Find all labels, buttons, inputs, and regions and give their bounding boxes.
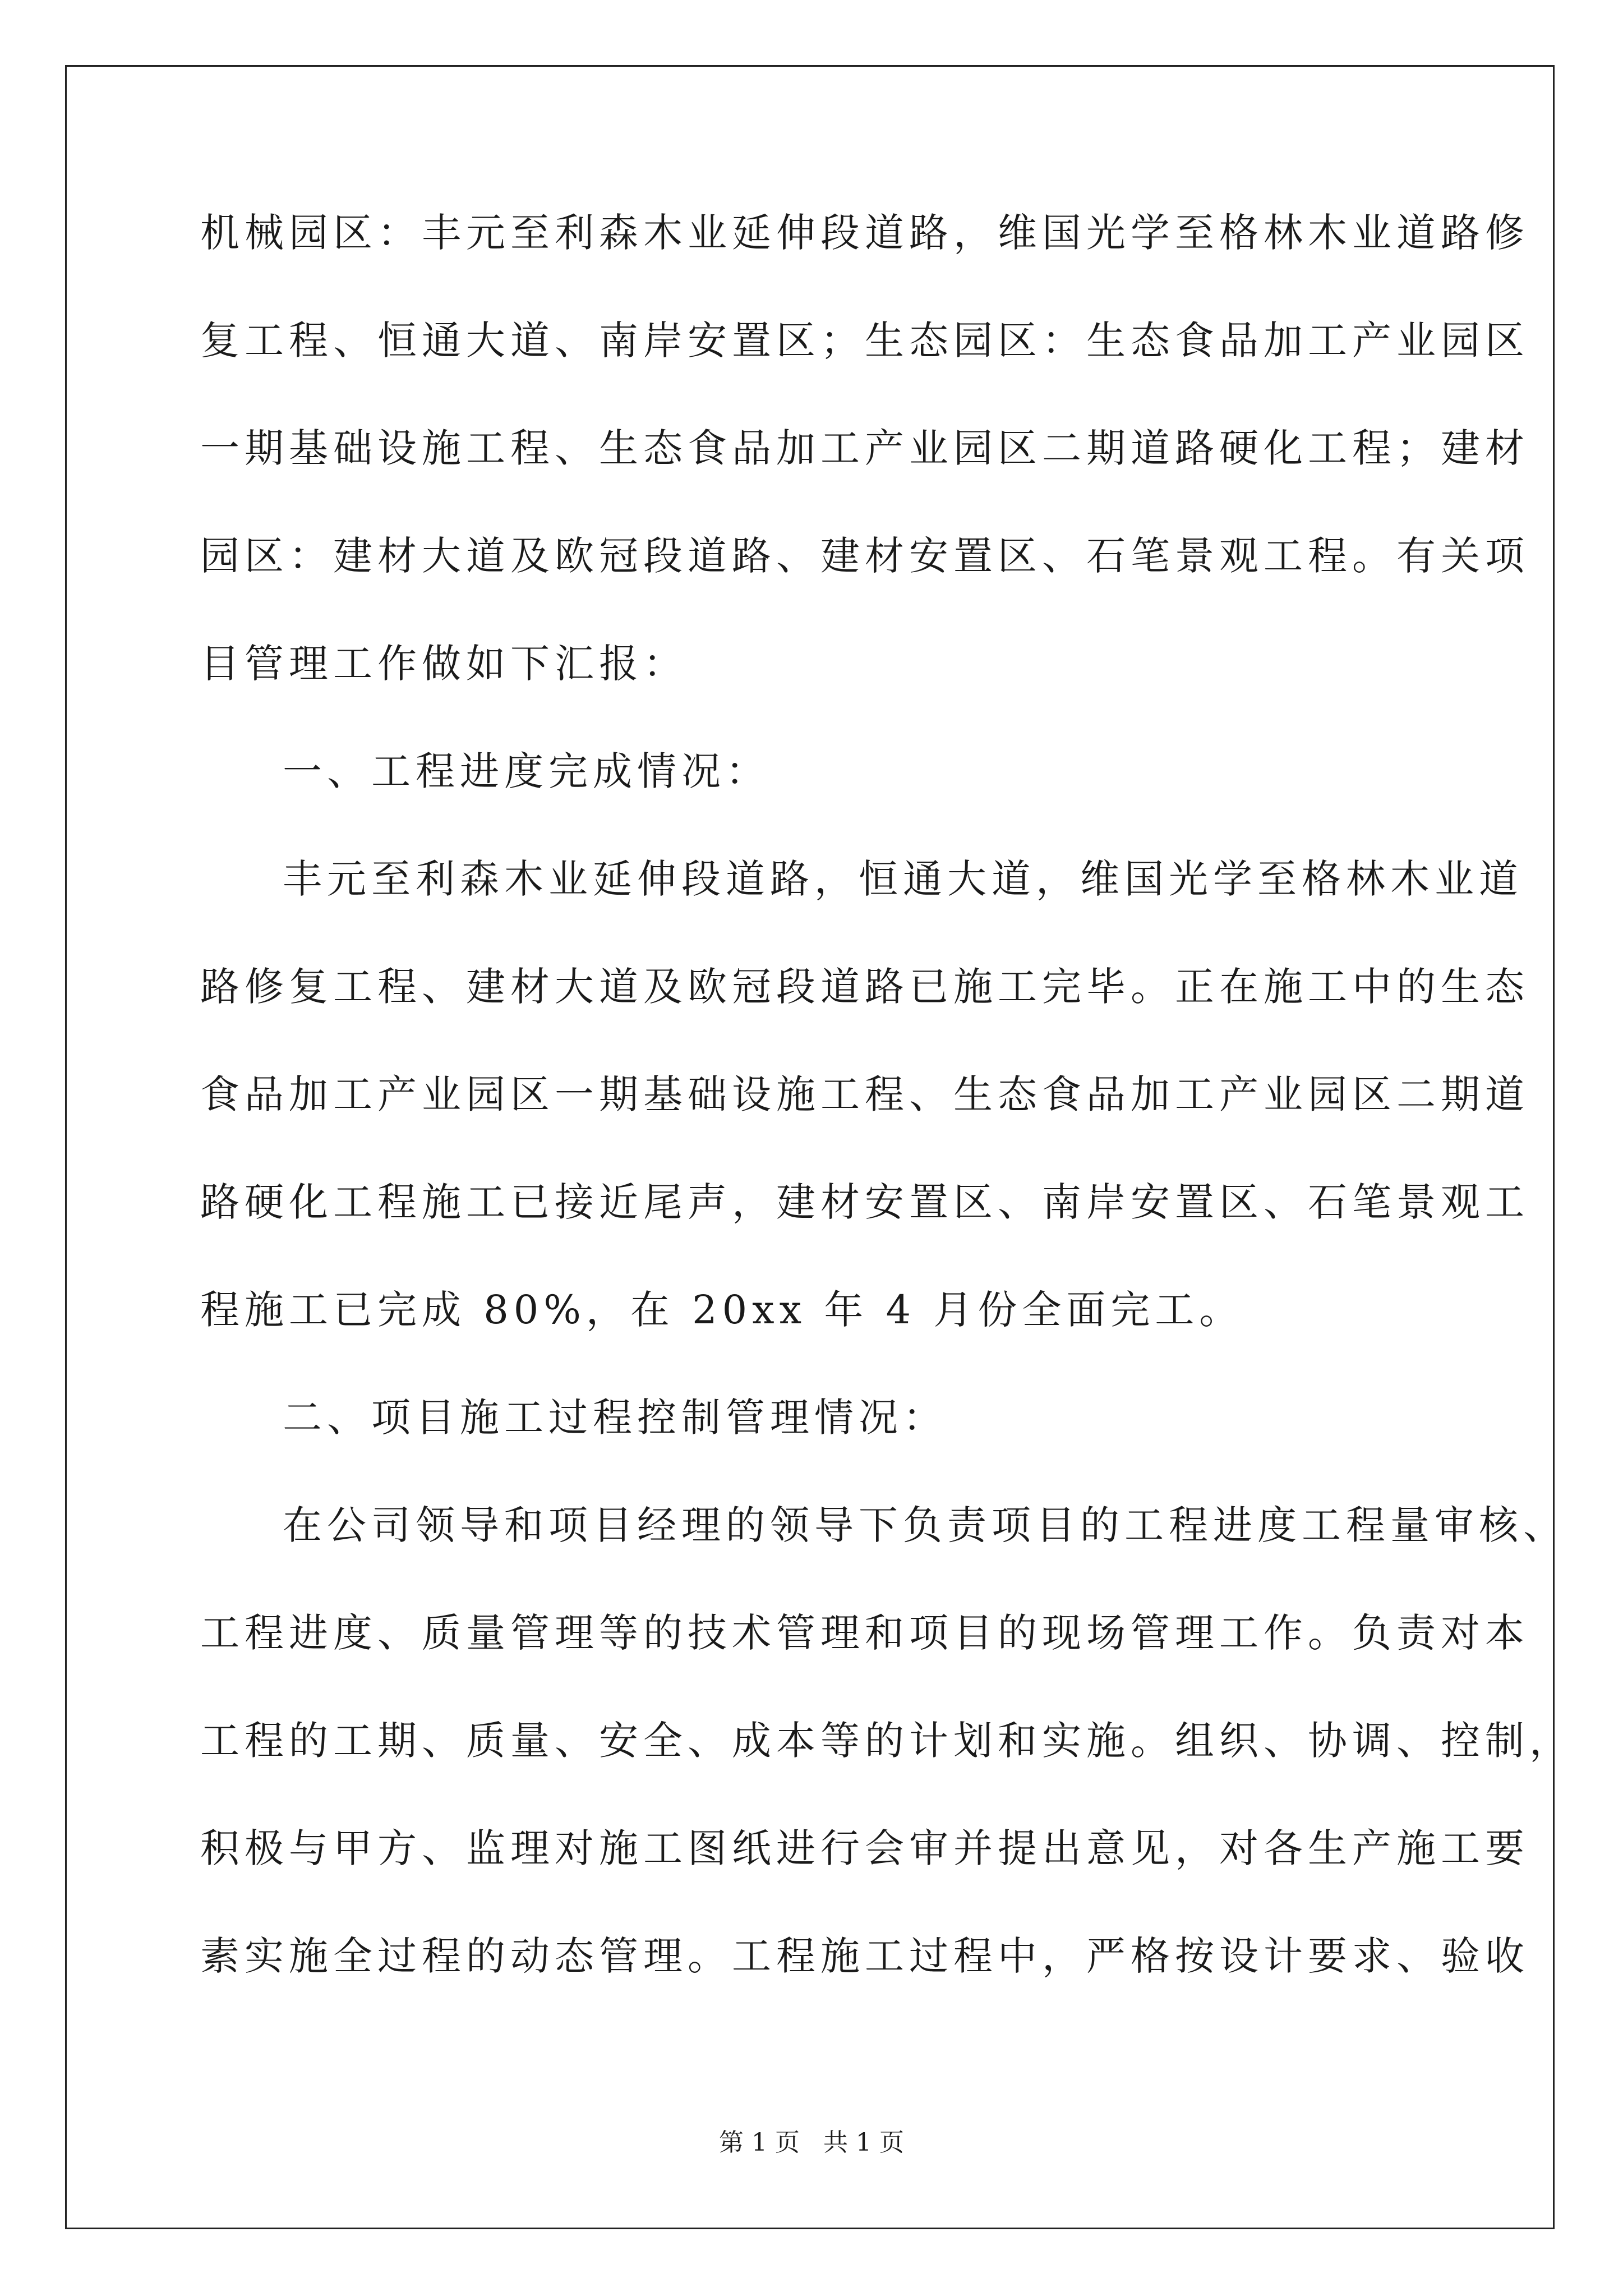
section-heading: 二、项目施工过程控制管理情况：	[283, 1395, 947, 1441]
page-number: 第 1 页	[719, 2128, 800, 2157]
text-line: 工程进度、质量管理等的技术管理和项目的现场管理工作。负责对本	[200, 1610, 1529, 1656]
text-line: 复工程、恒通大道、南岸安置区；生态园区：生态食品加工产业园区	[200, 318, 1529, 364]
text-line: 路硬化工程施工已接近尾声，建材安置区、南岸安置区、石笔景观工	[200, 1179, 1529, 1225]
text-line: 素实施全过程的动态管理。工程施工过程中，严格按设计要求、验收	[200, 1933, 1529, 1979]
text-line: 在公司领导和项目经理的领导下负责项目的工程进度工程量审核、	[283, 1502, 1567, 1548]
text-line: 园区：建材大道及欧冠段道路、建材安置区、石笔景观工程。有关项	[200, 533, 1529, 579]
text-line: 积极与甲方、监理对施工图纸进行会审并提出意见，对各生产施工要	[200, 1825, 1529, 1871]
text-line: 工程的工期、质量、安全、成本等的计划和实施。组织、协调、控制，	[200, 1718, 1574, 1764]
text-line: 目管理工作做如下汇报：	[200, 641, 688, 687]
text-line: 丰元至利森木业延伸段道路，恒通大道，维国光学至格林木业道	[283, 856, 1523, 902]
text-line: 路修复工程、建材大道及欧冠段道路已施工完毕。正在施工中的生态	[200, 964, 1529, 1010]
section-heading: 一、工程进度完成情况：	[283, 748, 770, 794]
document-body	[200, 210, 1574, 2044]
page-total: 共 1 页	[823, 2128, 904, 2157]
text-line: 食品加工产业园区一期基础设施工程、生态食品加工产业园区二期道	[200, 1071, 1529, 1117]
text-line: 一期基础设施工程、生态食品加工产业园区二期道路硬化工程；建材	[200, 425, 1529, 471]
text-line: 程施工已完成 80%，在 20xx 年 4 月份全面完工。	[200, 1287, 1244, 1333]
page-footer	[0, 2128, 1623, 2157]
text-line: 机械园区：丰元至利森木业延伸段道路，维国光学至格林木业道路修	[200, 210, 1529, 256]
